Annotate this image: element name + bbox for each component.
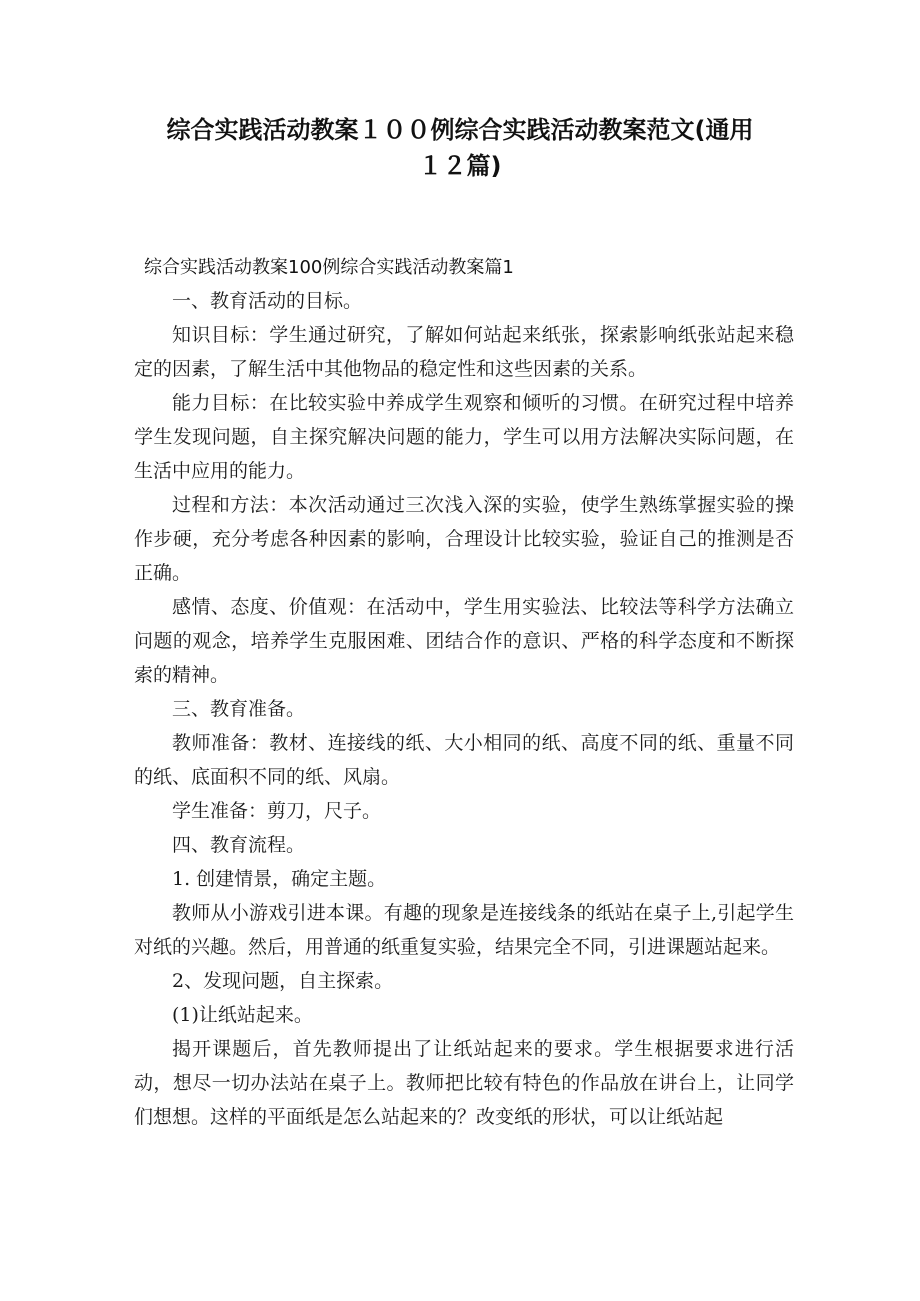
document-title-line-1: 综合实践活动教案１００例综合实践活动教案范文(通用: [166, 116, 754, 144]
paragraph-step-1: 1. 创建情景，确定主题。: [172, 868, 387, 890]
paragraph-student-preparation: 学生准备：剪刀，尺子。: [172, 800, 382, 822]
paragraph-ability-goal: 能力目标：在比较实验中养成学生观察和倾听的习惯。在研究过程中培养学生发现问题，自主探究解决问题的能力，学生可以用方法解决实际问题，在生活中应用的能力。: [134, 392, 794, 482]
paragraph-preparation-heading: 三、教育准备。: [172, 698, 306, 720]
document-title: [120, 112, 800, 184]
paragraph-step-2-sub-1: (1)让纸站起来。: [172, 1004, 313, 1026]
paragraph-goals-heading: 一、教育活动的目标。: [172, 290, 363, 312]
document-title-line-2: １２篇): [418, 152, 502, 180]
paragraph-step-1-body: 教师从小游戏引进本课。有趣的现象是连接线条的纸站在桌子上,引起学生对纸的兴趣。然后，用普通的纸重复实验，结果完全不同，引进课题站起来。: [134, 902, 794, 958]
document-body: [134, 252, 794, 1134]
paragraph-step-2: 2、发现问题，自主探索。: [172, 970, 394, 992]
section-heading: 综合实践活动教案100例综合实践活动教案篇1: [144, 257, 514, 278]
paragraph-teacher-preparation: 教师准备：教材、连接线的纸、大小相同的纸、高度不同的纸、重量不同的纸、底面积不同的纸、风扇。: [134, 732, 794, 788]
paragraph-knowledge-goal: 知识目标：学生通过研究，了解如何站起来纸张，探索影响纸张站起来稳定的因素，了解生活中其他物品的稳定性和这些因素的关系。: [134, 324, 794, 380]
paragraph-step-2-body: 揭开课题后，首先教师提出了让纸站起来的要求。学生根据要求进行活动，想尽一切办法站在桌子上。教师把比较有特色的作品放在讲台上，让同学们想想。这样的平面纸是怎么站起来的？改变纸的形状，可以让纸站起: [134, 1038, 794, 1128]
paragraph-process-heading: 四、教育流程。: [172, 834, 306, 856]
paragraph-process-method: 过程和方法：本次活动通过三次浅入深的实验，使学生熟练掌握实验的操作步硬，充分考虑各种因素的影响，合理设计比较实验，验证自己的推测是否正确。: [134, 494, 794, 584]
paragraph-emotion-attitude: 感情、态度、价值观：在活动中，学生用实验法、比较法等科学方法确立问题的观念，培养学生克服困难、团结合作的意识、严格的科学态度和不断探索的精神。: [134, 596, 794, 686]
